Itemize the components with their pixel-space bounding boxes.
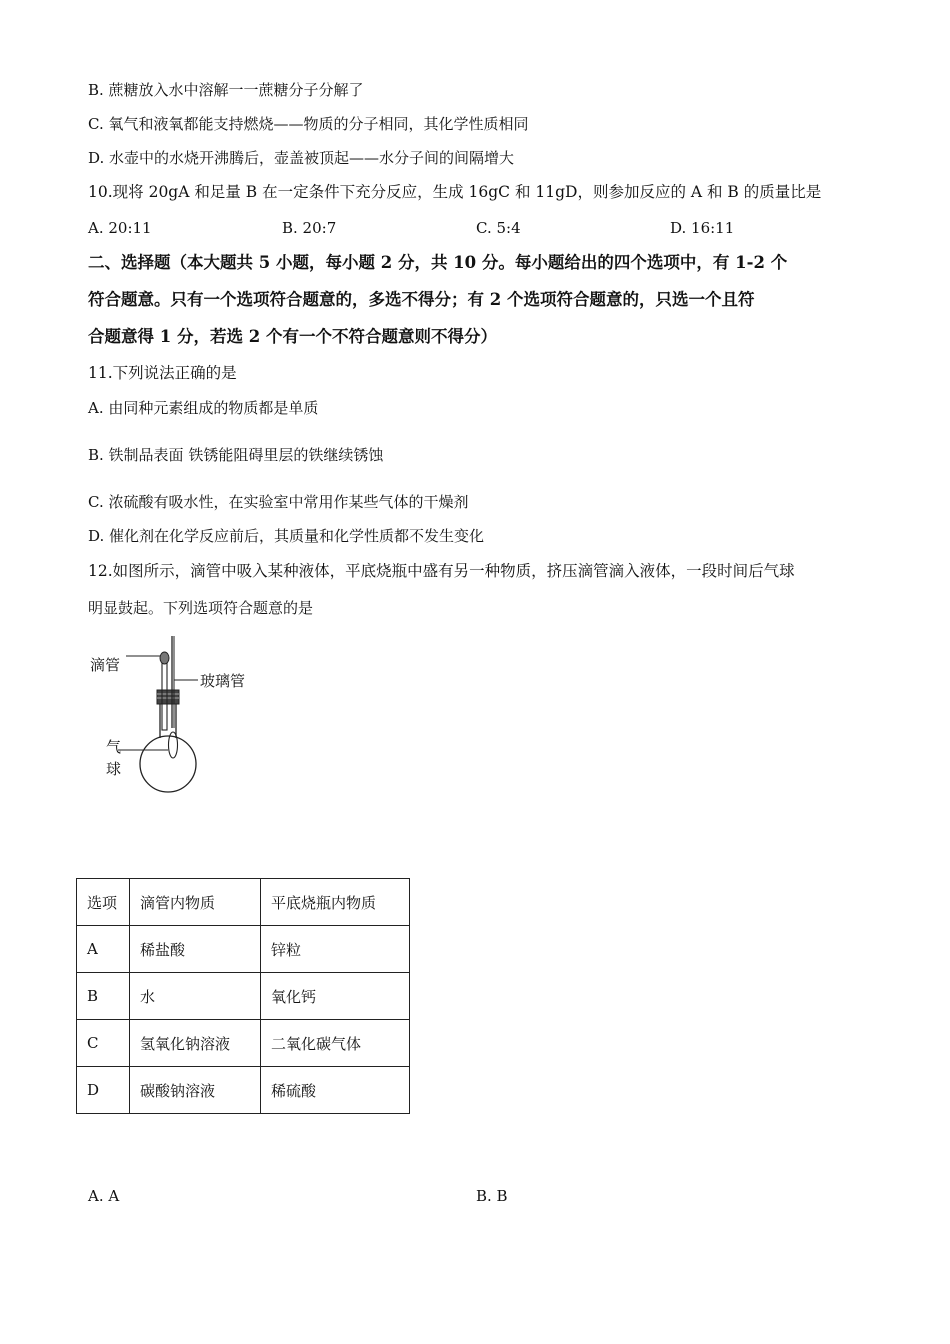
question-10-option-c: C. 5:4 (476, 219, 521, 237)
apparatus-figure (86, 632, 266, 802)
table-row (77, 973, 410, 1020)
question-12-option-a: A. A (88, 1187, 120, 1205)
table-cell: 水 (130, 973, 261, 1020)
question-9-option-c: C. 氧气和液氧都能支持燃烧——物质的分子相同，其化学性质相同 (88, 115, 529, 133)
table-row (77, 1067, 410, 1114)
table-cell: C (77, 1020, 130, 1067)
section-2-heading-line-1: 二、选择题（本大题共 5 小题，每小题 2 分，共 10 分。每小题给出的四个选项中，有 1-2 个 (88, 253, 788, 272)
table-cell: 二氧化碳气体 (261, 1020, 410, 1067)
question-10-option-b: B. 20:7 (282, 219, 337, 237)
question-12-stem-line-1: 12.如图所示，滴管中吸入某种液体，平底烧瓶中盛有另一种物质，挤压滴管滴入液体，一段时间后气球 (88, 562, 795, 580)
table-cell: 碳酸钠溶液 (130, 1067, 261, 1114)
table-cell: 氧化钙 (261, 973, 410, 1020)
table-cell: 稀盐酸 (130, 926, 261, 973)
question-11-option-b: B. 铁制品表面 铁锈能阻碍里层的铁继续锈蚀 (88, 446, 384, 464)
question-10-option-d: D. 16:11 (670, 219, 735, 237)
table-row (77, 1020, 410, 1067)
table-cell: 稀硫酸 (261, 1067, 410, 1114)
question-12-option-b: B. B (476, 1187, 508, 1205)
table-row (77, 926, 410, 973)
table-cell: 氢氧化钠溶液 (130, 1020, 261, 1067)
options-table (76, 878, 410, 1114)
table-header-cell: 平底烧瓶内物质 (261, 879, 410, 926)
balloon-label-1: 气 (106, 738, 122, 756)
rubber-stopper (157, 690, 179, 704)
question-11-option-d: D. 催化剂在化学反应前后，其质量和化学性质都不发生变化 (88, 527, 485, 545)
table-header-row (77, 879, 410, 926)
table-cell: D (77, 1067, 130, 1114)
section-2-heading-line-3: 合题意得 1 分，若选 2 个有一个不符合题意则不得分） (88, 327, 497, 346)
question-9-option-d: D. 水壶中的水烧开沸腾后，壶盖被顶起——水分子间的间隔增大 (88, 149, 515, 167)
table-cell: A (77, 926, 130, 973)
table-header-cell: 滴管内物质 (130, 879, 261, 926)
section-2-heading-line-2: 符合题意。只有一个选项符合题意的，多选不得分；有 2 个选项符合题意的，只选一个且符 (88, 290, 755, 309)
glass-tube-label: 玻璃管 (200, 672, 246, 690)
dropper-label: 滴管 (90, 656, 121, 674)
table-cell: 锌粒 (261, 926, 410, 973)
question-10-stem: 10.现将 20gA 和足量 B 在一定条件下充分反应，生成 16gC 和 11gD，则参加反应的 A 和 B 的质量比是 (88, 183, 822, 201)
dropper-bulb (160, 652, 169, 664)
balloon-label-2: 球 (106, 760, 122, 778)
question-11-option-a: A. 由同种元素组成的物质都是单质 (88, 399, 319, 417)
question-10-option-a: A. 20:11 (88, 219, 152, 237)
question-11-stem: 11.下列说法正确的是 (88, 364, 237, 382)
question-11-option-c: C. 浓硫酸有吸水性，在实验室中常用作某些气体的干燥剂 (88, 493, 469, 511)
table-cell: B (77, 973, 130, 1020)
question-12-stem-line-2: 明显鼓起。下列选项符合题意的是 (88, 599, 314, 617)
question-9-option-b: B. 蔗糖放入水中溶解一一蔗糖分子分解了 (88, 81, 364, 99)
table-header-cell: 选项 (77, 879, 130, 926)
